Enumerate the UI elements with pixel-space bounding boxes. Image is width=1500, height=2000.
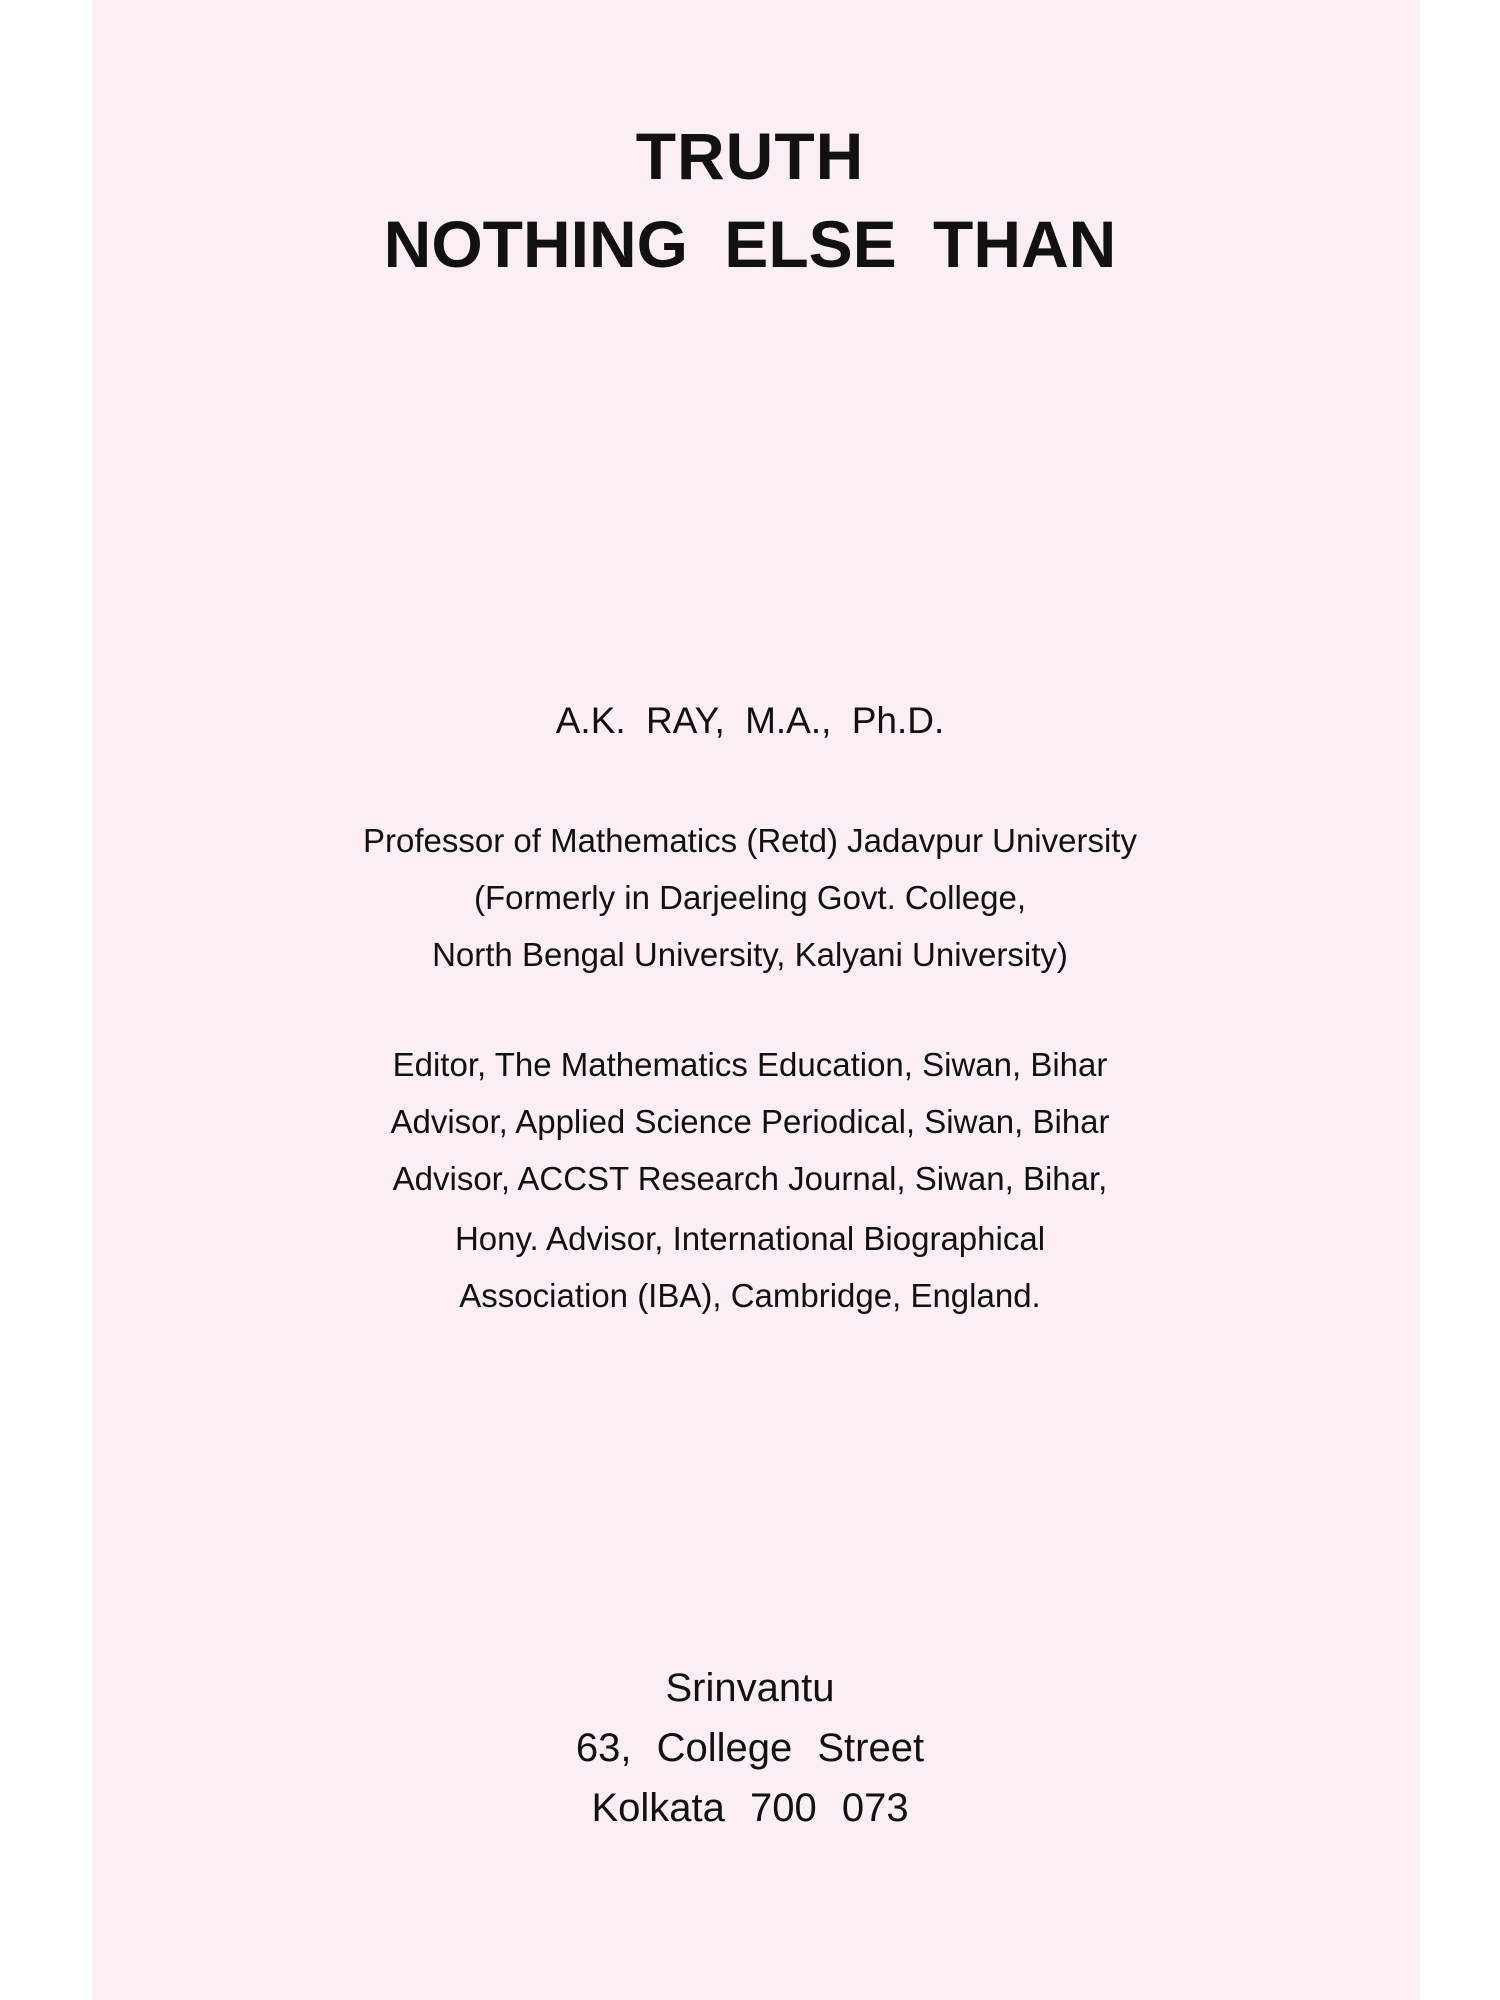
title-line-1: TRUTH (635, 119, 865, 193)
editorial-role-line: Hony. Advisor, International Biographical (454, 1220, 1046, 1257)
publisher-city: Kolkata 700 073 (591, 1786, 909, 1830)
editorial-role-line: Editor, The Mathematics Education, Siwan, Bihar (392, 1046, 1108, 1083)
affiliation-line: Professor of Mathematics (Retd) Jadavpur University (363, 822, 1137, 859)
editorial-role-line: Advisor, Applied Science Periodical, Siwan, Bihar (390, 1103, 1110, 1140)
author-name: A.K. RAY, M.A., Ph.D. (555, 700, 945, 741)
affiliation-line: North Bengal University, Kalyani University) (432, 936, 1068, 973)
affiliation-line: (Formerly in Darjeeling Govt. College, (473, 879, 1027, 916)
title-line-2: NOTHING ELSE THAN (383, 207, 1117, 281)
editorial-role-line: Association (IBA), Cambridge, England. (459, 1277, 1041, 1314)
publisher-address: 63, College Street (575, 1726, 925, 1770)
publisher-name: Srinvantu (665, 1666, 835, 1710)
editorial-role-line: Advisor, ACCST Research Journal, Siwan, Bihar, (392, 1160, 1108, 1197)
